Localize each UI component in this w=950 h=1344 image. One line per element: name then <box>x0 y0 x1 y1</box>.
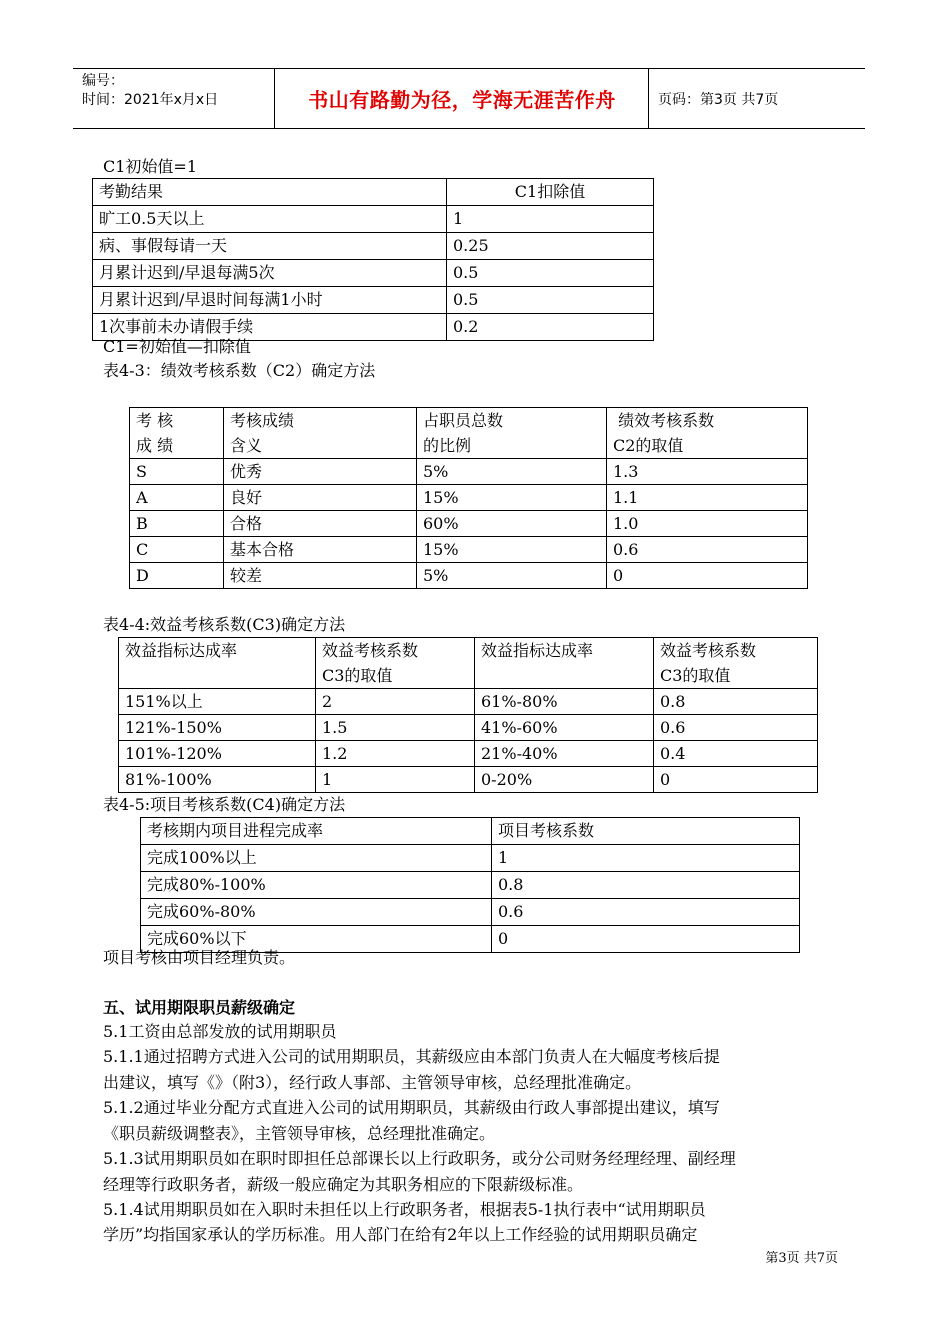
table-header-cell: 效益考核系数 C3的取值 <box>654 638 818 689</box>
table-cell: 良好 <box>224 485 417 511</box>
table-cell: 0 <box>607 563 808 589</box>
table-row <box>130 563 808 589</box>
table-row <box>119 715 818 741</box>
table-cell: 较差 <box>224 563 417 589</box>
table-cell: 1.5 <box>316 715 475 741</box>
table-cell: 15% <box>417 485 607 511</box>
table-row <box>141 899 800 926</box>
c2-caption: 表4-3：绩效考核系数（C2）确定方法 <box>103 361 376 380</box>
table-cell: 完成60%-80% <box>141 899 492 926</box>
table-header-cell: 考勤结果 <box>93 179 447 206</box>
table-cell: 0.4 <box>654 741 818 767</box>
section5-line: 5.1.3试用期职员如在职时即担任总部课长以上行政职务，或分公司财务经理经理、副经理 <box>103 1149 736 1168</box>
table-header-cell: 绩效考核系数 C2的取值 <box>607 408 808 459</box>
table-cell: 5% <box>417 563 607 589</box>
section5-line: 5.1.4试用期职员如在入职时未担任以上行政职务者，根据表5-1执行表中“试用期职员 <box>103 1200 706 1219</box>
table-row <box>130 537 808 563</box>
table-header-row <box>119 638 818 689</box>
table-cell: 0.2 <box>447 314 654 341</box>
header-time-label: 时间：2021年x月x日 <box>82 92 219 108</box>
table-cell: 0.25 <box>447 233 654 260</box>
table-cell: 基本合格 <box>224 537 417 563</box>
section5-title: 五、试用期限职员薪级确定 <box>103 998 296 1017</box>
table-cell: 旷工0.5天以上 <box>93 206 447 233</box>
table-cell: 0.6 <box>654 715 818 741</box>
table-cell: 月累计迟到/早退每满5次 <box>93 260 447 287</box>
section5-line: 5.1.1通过招聘方式进入公司的试用期职员，其薪级应由本部门负责人在大幅度考核后提 <box>103 1047 720 1066</box>
table-header-cell: 项目考核系数 <box>492 818 800 845</box>
header-divider-right <box>648 68 649 129</box>
table-cell: 优秀 <box>224 459 417 485</box>
table-row <box>141 845 800 872</box>
table-cell: 完成80%-100% <box>141 872 492 899</box>
table-cell: 1 <box>316 767 475 793</box>
table-cell: 60% <box>417 511 607 537</box>
table-row <box>119 767 818 793</box>
table-cell: S <box>130 459 224 485</box>
table-cell: 病、事假每请一天 <box>93 233 447 260</box>
section5-line: 经理等行政职务者，薪级一般应确定为其职务相应的下限薪级标准。 <box>103 1175 584 1194</box>
table-cell: 0.6 <box>492 899 800 926</box>
section5-line: 5.1工资由总部发放的试用期职员 <box>103 1022 337 1041</box>
table-cell: 0.8 <box>492 872 800 899</box>
table-cell: 0-20% <box>475 767 654 793</box>
header-divider-left <box>274 68 275 129</box>
table-row <box>130 485 808 511</box>
c3-caption: 表4-4:效益考核系数(C3)确定方法 <box>103 615 346 634</box>
table-header-cell: 考核成绩 含义 <box>224 408 417 459</box>
table-row <box>130 511 808 537</box>
table-header-cell: 考 核 成 绩 <box>130 408 224 459</box>
table-cell: 0 <box>492 926 800 953</box>
table-cell: 1.2 <box>316 741 475 767</box>
table-header-cell: 考核期内项目进程完成率 <box>141 818 492 845</box>
table-cell: 5% <box>417 459 607 485</box>
table-header-cell: 效益指标达成率 <box>119 638 316 689</box>
header-bottom-rule <box>73 128 865 129</box>
table-cell: D <box>130 563 224 589</box>
table-row <box>141 872 800 899</box>
table-row <box>119 689 818 715</box>
table-cell: 151%以上 <box>119 689 316 715</box>
table-header-row <box>93 179 654 206</box>
table-cell: 1 <box>492 845 800 872</box>
table-cell: 21%-40% <box>475 741 654 767</box>
header-number-label: 编号： <box>82 73 124 89</box>
section5-line: 学历”均指国家承认的学历标准。用人部门在给有2年以上工作经验的试用期职员确定 <box>103 1225 698 1244</box>
header-motto: 书山有路勤为径，学海无涯苦作舟 <box>308 88 616 112</box>
c1-intro: C1初始值=1 <box>103 157 198 176</box>
table-row <box>93 287 654 314</box>
header-top-rule <box>73 68 865 69</box>
table-row <box>93 206 654 233</box>
table-cell: 15% <box>417 537 607 563</box>
table-row <box>130 459 808 485</box>
header-page-label: 页码：第3页 共7页 <box>658 92 779 108</box>
c1-formula: C1=初始值—扣除值 <box>103 337 251 356</box>
footer-page-number: 第3页 共7页 <box>765 1251 838 1266</box>
c4-note: 项目考核由项目经理负责。 <box>103 948 296 967</box>
table-row <box>119 741 818 767</box>
table-header-cell: C1扣除值 <box>447 179 654 206</box>
table-cell: 81%-100% <box>119 767 316 793</box>
section5-line: 5.1.2通过毕业分配方式直进入公司的试用期职员，其薪级由行政人事部提出建议，填写 <box>103 1098 720 1117</box>
table-cell: 完成60%以下 <box>141 926 492 953</box>
c1-table <box>92 178 654 341</box>
table-cell: 1次事前未办请假手续 <box>93 314 447 341</box>
table-cell: 1.1 <box>607 485 808 511</box>
table-cell: B <box>130 511 224 537</box>
table-cell: 完成100%以上 <box>141 845 492 872</box>
table-cell: 1.0 <box>607 511 808 537</box>
section5-line: 出建议，填写《》（附3），经行政人事部、主管领导审核，总经理批准确定。 <box>103 1073 642 1092</box>
table-cell: 1.3 <box>607 459 808 485</box>
table-cell: 1 <box>447 206 654 233</box>
table-header-row <box>141 818 800 845</box>
section5-line: 《职员薪级调整表》，主管领导审核，总经理批准确定。 <box>103 1124 496 1143</box>
table-cell: 0.6 <box>607 537 808 563</box>
table-cell: 121%-150% <box>119 715 316 741</box>
table-cell: 0 <box>654 767 818 793</box>
table-cell: 0.8 <box>654 689 818 715</box>
table-cell: A <box>130 485 224 511</box>
table-cell: 0.5 <box>447 260 654 287</box>
table-cell: 0.5 <box>447 287 654 314</box>
table-header-cell: 效益考核系数 C3的取值 <box>316 638 475 689</box>
table-header-row <box>130 408 808 459</box>
c4-table <box>140 817 800 953</box>
table-row <box>93 260 654 287</box>
table-cell: 2 <box>316 689 475 715</box>
table-cell: 101%-120% <box>119 741 316 767</box>
table-cell: 合格 <box>224 511 417 537</box>
table-cell: C <box>130 537 224 563</box>
c4-caption: 表4-5:项目考核系数(C4)确定方法 <box>103 795 346 814</box>
table-cell: 61%-80% <box>475 689 654 715</box>
c2-table <box>129 407 808 589</box>
table-cell: 41%-60% <box>475 715 654 741</box>
table-cell: 月累计迟到/早退时间每满1小时 <box>93 287 447 314</box>
table-header-cell: 效益指标达成率 <box>475 638 654 689</box>
table-row <box>93 233 654 260</box>
c3-table <box>118 637 818 793</box>
table-header-cell: 占职员总数 的比例 <box>417 408 607 459</box>
